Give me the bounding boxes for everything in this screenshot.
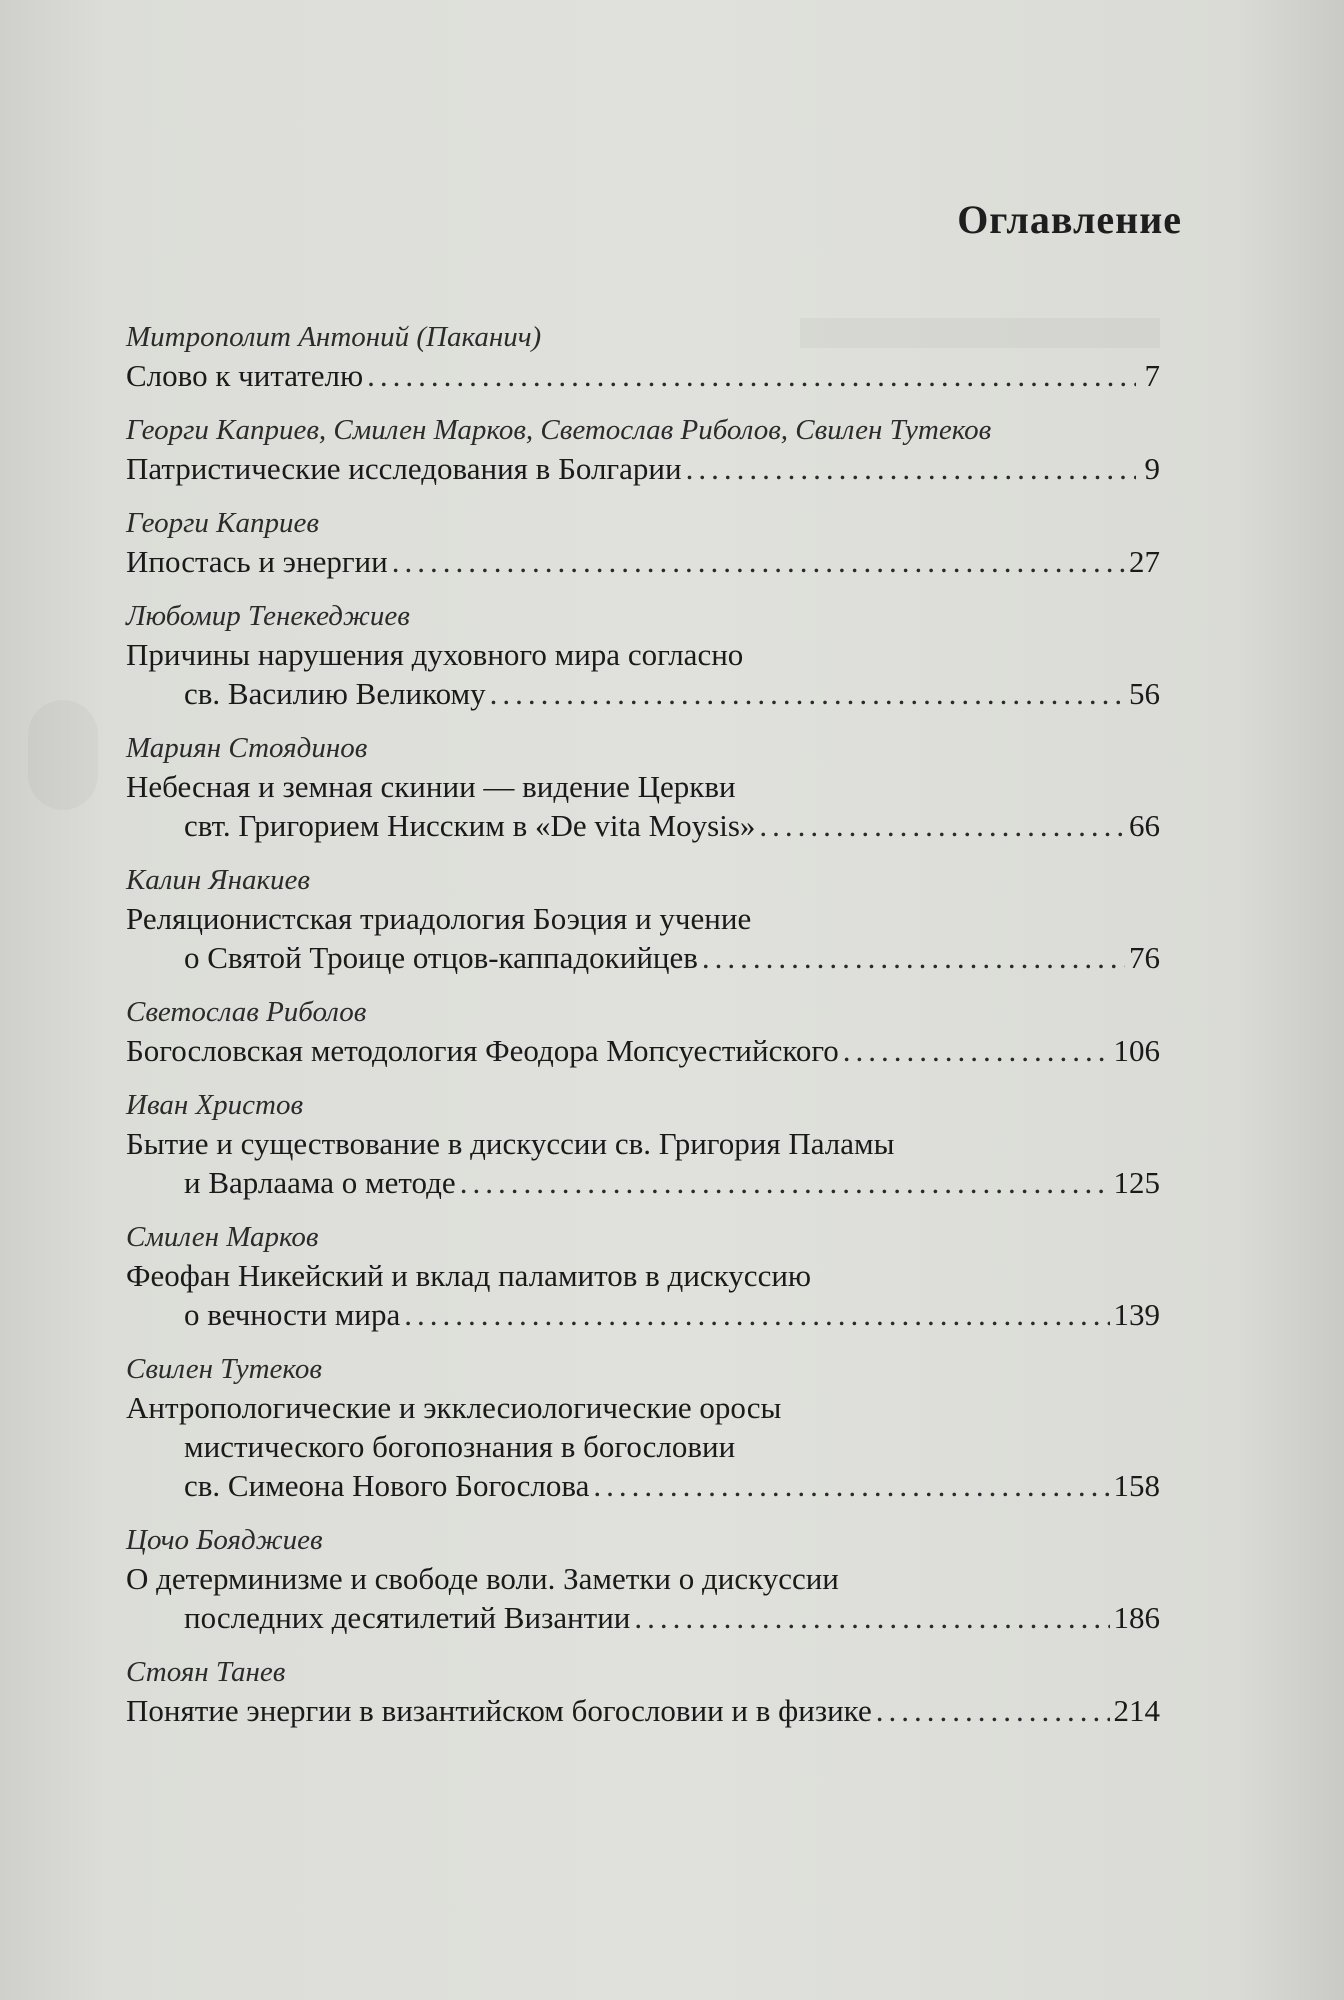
toc-entry-title-line-last <box>126 1295 1160 1334</box>
toc-entry-title: Понятие энергии в византийском богословии и в физике <box>126 1693 872 1728</box>
toc-entry-page-number: 186 <box>1113 1600 1160 1635</box>
toc-entry-author: Митрополит Антоний (Паканич) <box>126 321 542 353</box>
toc-entry-title: Бытие и существование в дискуссии св. Григория Паламы <box>126 1126 895 1161</box>
toc-entry-title-line-last <box>126 356 1160 395</box>
toc-entry-title: Слово к читателю <box>126 358 364 393</box>
toc-entry-title-line <box>126 767 1160 806</box>
page-title: Оглавление <box>957 197 1182 242</box>
toc-entry <box>126 1218 1160 1334</box>
toc-entry-title: св. Василию Великому <box>184 676 486 711</box>
toc-entry <box>126 861 1160 977</box>
toc-entry-page-number: 66 <box>1129 808 1160 843</box>
toc-entry-page-number: 214 <box>1113 1693 1160 1728</box>
toc-entry-page-number: 106 <box>1113 1033 1160 1068</box>
toc-entry <box>126 1086 1160 1202</box>
toc-entry-author: Мариян Стоядинов <box>126 732 368 764</box>
toc-entry <box>126 411 1160 488</box>
toc-entry-title-line-last <box>126 1163 1160 1202</box>
toc-entry <box>126 729 1160 845</box>
dot-leader <box>843 1031 1110 1070</box>
toc-entry-title: о Святой Троице отцов-каппадокийцев <box>184 940 698 975</box>
toc-entry-page-number: 56 <box>1129 676 1160 711</box>
toc-entry <box>126 1521 1160 1637</box>
toc-entry <box>126 993 1160 1070</box>
toc-entry-author: Стоян Танев <box>126 1656 286 1688</box>
toc-entry-page-number: 7 <box>1144 358 1160 393</box>
toc-entry-title: св. Симеона Нового Богослова <box>184 1468 590 1503</box>
toc-entry-title: и Варлаама о методе <box>184 1165 456 1200</box>
dot-leader <box>759 806 1125 845</box>
toc-entry-page-number: 76 <box>1129 940 1160 975</box>
toc-entry-title-line-last <box>126 1031 1160 1070</box>
toc-entry-title-line-last <box>126 1466 1160 1505</box>
toc-entry-page-number: 9 <box>1144 451 1160 486</box>
toc-entry-title: Патристические исследования в Болгарии <box>126 451 682 486</box>
dot-leader <box>876 1691 1110 1730</box>
toc-entry-page-number: 27 <box>1129 544 1160 579</box>
toc-entry-title-line-last <box>126 542 1160 581</box>
toc-entry-title: Антропологические и экклесиологические оросы <box>126 1390 782 1425</box>
toc-entry <box>126 597 1160 713</box>
toc-entry-title-line <box>126 1124 1160 1163</box>
toc-entry-title-line-last <box>126 449 1160 488</box>
toc-entry-title-line-last <box>126 1691 1160 1730</box>
dot-leader <box>686 449 1136 488</box>
toc-entry-title: О детерминизме и свободе воли. Заметки о дискуссии <box>126 1561 839 1596</box>
toc-entry-author: Светослав Риболов <box>126 996 367 1028</box>
toc-entry-page-number: 158 <box>1113 1468 1160 1503</box>
dot-leader <box>392 542 1125 581</box>
dot-leader <box>702 938 1125 977</box>
toc-entry-title-line <box>126 899 1160 938</box>
toc-entry-title-line <box>126 1559 1160 1598</box>
toc-entry-page-number: 125 <box>1113 1165 1160 1200</box>
toc-entry-title: Реляционистская триадология Боэция и учение <box>126 901 752 936</box>
toc-entry-title-line <box>126 1256 1160 1295</box>
toc-entry-title-line <box>126 1427 1160 1466</box>
dot-leader <box>367 356 1136 395</box>
toc-entry-title-line-last <box>126 1598 1160 1637</box>
bleed-through-shadow <box>28 700 98 810</box>
toc-entry <box>126 1653 1160 1730</box>
toc-entry-author: Иван Христов <box>126 1089 304 1121</box>
toc-entry-title-line <box>126 1388 1160 1427</box>
dot-leader <box>404 1295 1109 1334</box>
toc-entry-title: последних десятилетий Византии <box>184 1600 631 1635</box>
toc-entry-title: Небесная и земная скинии — видение Церкви <box>126 769 736 804</box>
toc-entry-title: Ипостась и энергии <box>126 544 388 579</box>
dot-leader <box>490 674 1125 713</box>
toc-entry-title: свт. Григорием Нисским в «De vita Moysis» <box>184 808 756 843</box>
toc-entry <box>126 318 1160 395</box>
toc-entry-author: Калин Янакиев <box>126 864 311 896</box>
toc-entry-author: Цочо Бояджиев <box>126 1524 323 1556</box>
toc-entry-title: о вечности мира <box>184 1297 401 1332</box>
toc-entry-author: Георги Каприев <box>126 507 319 539</box>
toc-entry-title: Богословская методология Феодора Мопсуестийского <box>126 1033 839 1068</box>
toc-entry-author: Свилен Тутеков <box>126 1353 322 1385</box>
table-of-contents <box>126 318 1160 1746</box>
toc-entry-page-number: 139 <box>1113 1297 1160 1332</box>
toc-entry <box>126 504 1160 581</box>
toc-entry-author: Смилен Марков <box>126 1221 319 1253</box>
toc-entry-title-line-last <box>126 674 1160 713</box>
toc-entry-title-line-last <box>126 938 1160 977</box>
dot-leader <box>593 1466 1109 1505</box>
toc-entry-title-line-last <box>126 806 1160 845</box>
toc-entry-author: Любомир Тенекеджиев <box>126 600 410 632</box>
toc-entry-title: Феофан Никейский и вклад паламитов в дискуссию <box>126 1258 812 1293</box>
toc-entry-title: Причины нарушения духовного мира согласно <box>126 637 744 672</box>
dot-leader <box>460 1163 1110 1202</box>
toc-entry-title: мистического богопознания в богословии <box>184 1429 736 1464</box>
toc-entry-author: Георги Каприев, Смилен Марков, Светослав Риболов, Свилен Тутеков <box>126 414 992 446</box>
toc-entry <box>126 1350 1160 1505</box>
toc-entry-title-line <box>126 635 1160 674</box>
dot-leader <box>634 1598 1109 1637</box>
